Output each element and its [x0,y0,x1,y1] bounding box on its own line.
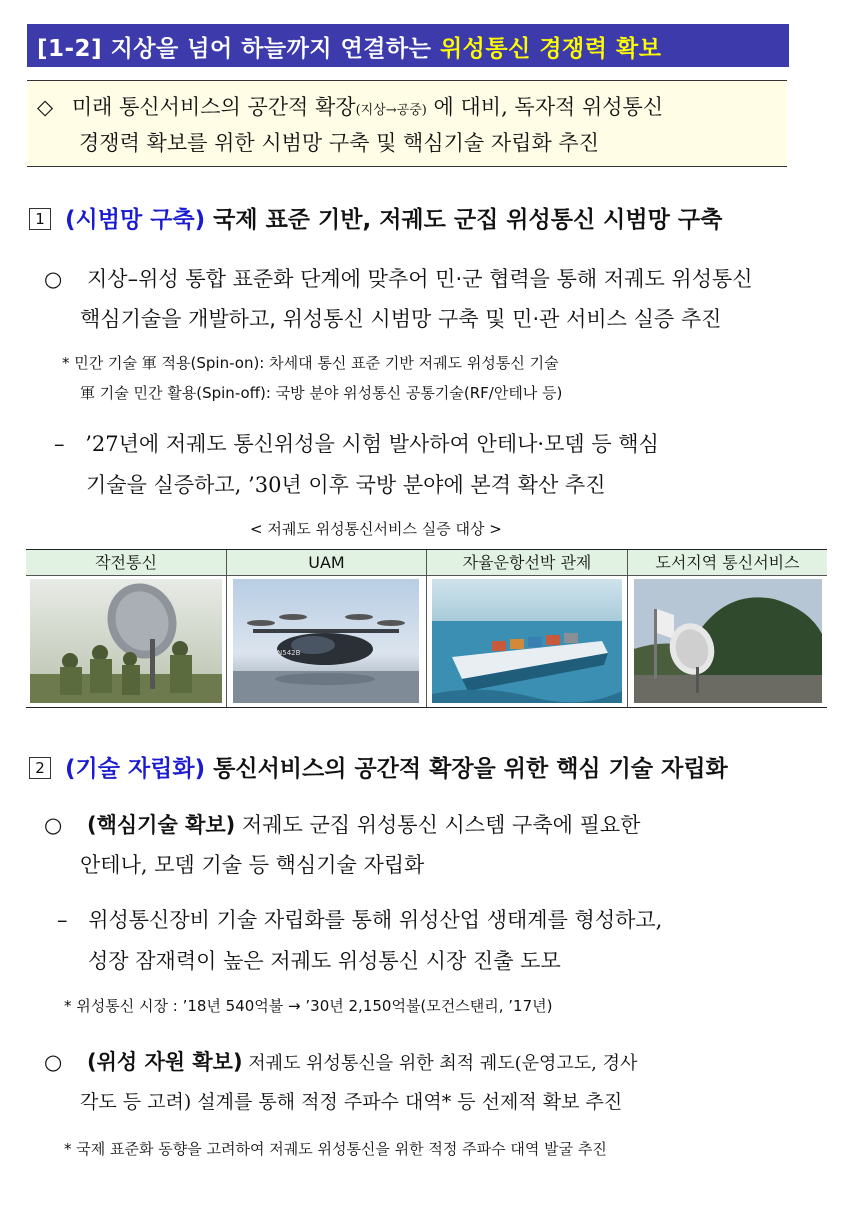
section-2-heading [29,750,728,783]
bullet-text: 저궤도 군집 위성통신 시스템 구축에 필요한 [235,813,641,837]
section-1-bullet-1-line-2: 핵심기술을 개발하고, 위성통신 시범망 구축 및 민·관 서비스 실증 추진 [80,307,722,331]
summary-text-1b: 에 대비, 독자적 위성통신 [426,95,664,119]
demo-targets-table [26,549,827,708]
bullet-text: 지상–위성 통합 표준화 단계에 맞추어 민·군 협력을 통해 저궤도 위성통신 [87,267,753,291]
section-2-bullet-2-line-2: 각도 등 고려) 설계를 통해 적정 주파수 대역* 등 선제적 확보 추진 [80,1091,623,1113]
section-1-note-line-1: * 민간 기술 軍 적용(Spin-on): 차세대 통신 표준 기반 저궤도 위성통신 기술 [62,354,559,372]
section-1-bullet-1-line-1 [44,263,753,293]
table-header-cell-2: UAM [227,550,426,576]
section-2-bullet-1-line-1 [44,809,640,839]
uam-aircraft-image [233,579,419,703]
page-title [37,30,661,63]
title-highlight: 위성통신 경쟁력 확보 [439,36,662,62]
section-1-heading [29,201,722,234]
section-1-dash-1-line-2: 기술을 실증하고, ’30년 이후 국방 분야에 본격 확산 추진 [86,473,606,497]
section-2-dash-1-line-2: 성장 잠재력이 높은 저궤도 위성통신 시장 진출 도모 [88,949,561,973]
bullet-text: 저궤도 위성통신을 위한 최적 궤도(운영고도, 경사 [242,1053,638,1074]
section-1-title: 국제 표준 기반, 저궤도 군집 위성통신 시범망 구축 [205,207,723,233]
bullet-tag: (위성 자원 확보) [87,1050,243,1074]
summary-line-2: 경쟁력 확보를 위한 시범망 구축 및 핵심기술 자립화 추진 [79,131,599,155]
diamond-bullet-icon: ◇ [37,95,54,119]
summary-text-1a: 미래 통신서비스의 공간적 확장 [71,95,356,119]
table-header-cell-3: 자율운항선박 관제 [427,550,627,576]
autonomous-ship-image [432,579,622,703]
section-2-dash-1-line-1 [57,904,662,934]
table-header-cell-4: 도서지역 통신서비스 [628,550,827,576]
section-1-dash-1-line-1 [54,428,659,458]
uam-tail-number: N542B [277,649,301,657]
dash-bullet-icon: – [54,432,65,456]
section-number-2: 2 [29,757,51,779]
summary-line-1 [37,91,663,121]
island-comms-image [634,579,822,703]
dash-text: 위성통신장비 기술 자립화를 통해 위성산업 생태계를 형성하고, [88,908,663,932]
circle-bullet-icon: ○ [44,267,63,291]
dash-text: ’27년에 저궤도 통신위성을 시험 발사하여 안테나·모뎀 등 핵심 [85,432,659,456]
section-2-tag: (기술 자립화) [65,756,206,782]
section-2-bullet-1-line-2: 안테나, 모뎀 기술 등 핵심기술 자립화 [80,853,425,877]
section-2-note-2: * 국제 표준화 동향을 고려하여 저궤도 위성통신을 위한 적정 주파수 대역 발굴 추진 [64,1140,607,1158]
bullet-tag: (핵심기술 확보) [87,813,236,837]
circle-bullet-icon: ○ [44,1050,63,1074]
section-1-tag: (시범망 구축) [65,207,206,233]
summary-text-small: (지상→공중) [355,103,427,118]
section-1-note-line-2: 軍 기술 민간 활용(Spin-off): 국방 분야 위성통신 공통기술(RF/안테나 등) [80,384,563,402]
table-header-cell-1: 작전통신 [26,550,226,576]
section-2-title: 통신서비스의 공간적 확장을 위한 핵심 기술 자립화 [205,756,728,782]
dash-bullet-icon: – [57,908,68,932]
summary-box [27,80,787,167]
section-number-1: 1 [29,208,51,230]
table-caption: < 저궤도 위성통신서비스 실증 대상 > [250,520,502,538]
title-text: [1-2] 지상을 넘어 하늘까지 연결하는 [37,36,440,62]
section-2-note-1: * 위성통신 시장 : ’18년 540억불 → ’30년 2,150억불(모건스탠리, ’17년) [64,997,553,1015]
military-comms-image [30,579,222,703]
title-bar [27,24,789,67]
section-2-bullet-2-line-1 [44,1046,637,1076]
circle-bullet-icon: ○ [44,813,63,837]
